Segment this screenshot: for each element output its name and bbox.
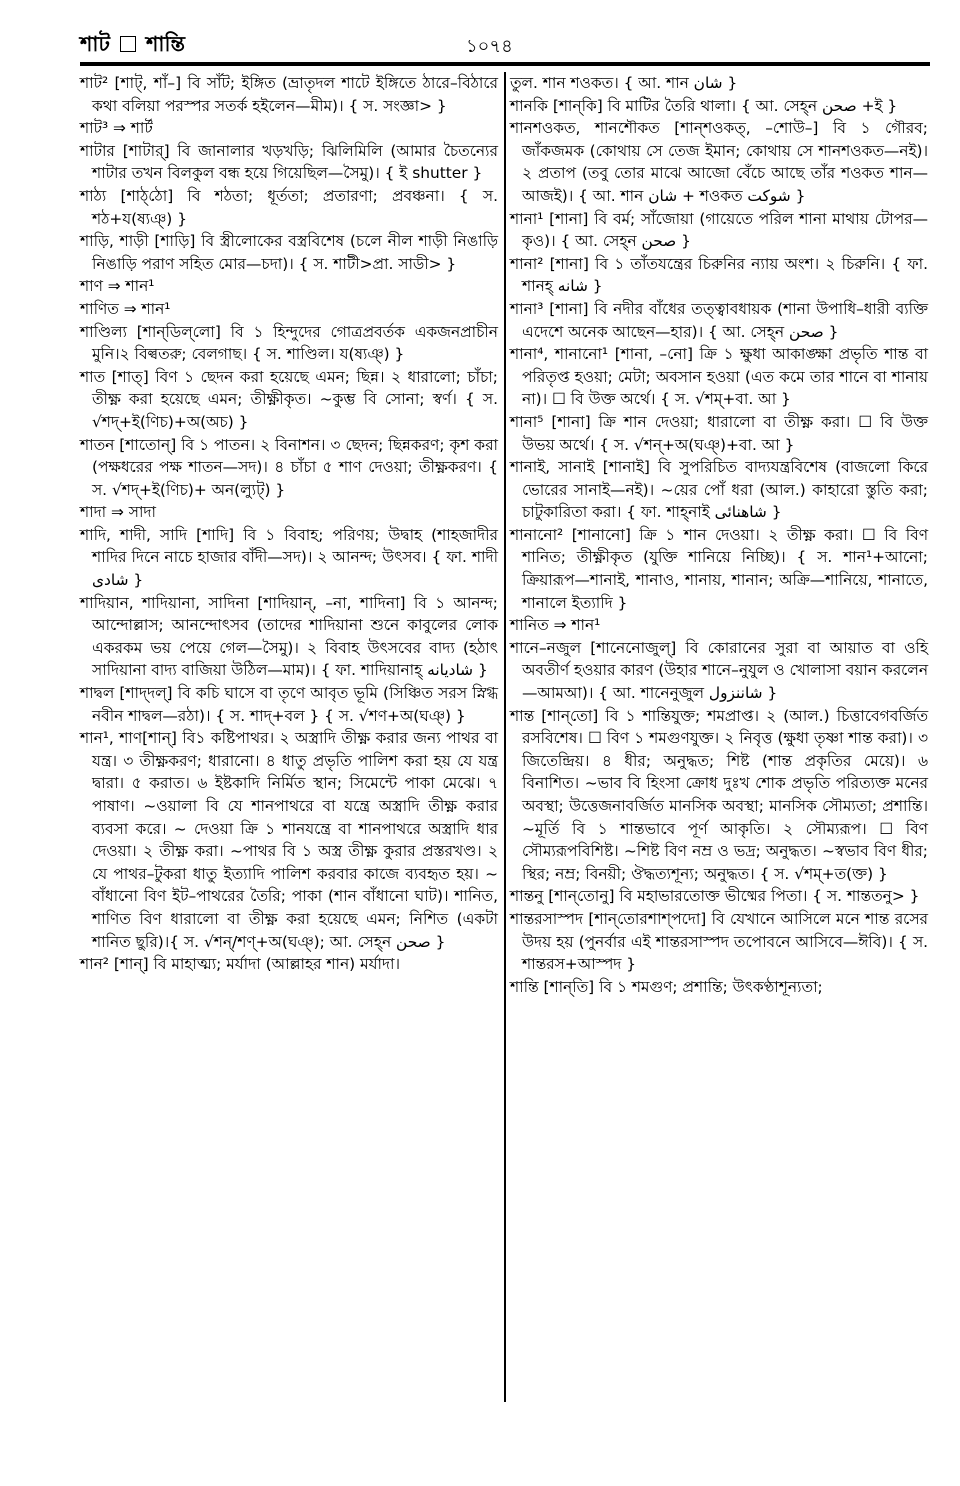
separator-box-icon [120,36,136,52]
entry: শান্ত [শান্‌তো] বি ১ শান্তিযুক্ত; শমপ্রাপ্ত। ২ (আল.) চিত্তাবেগবর্জিত রসবিশেষ। ☐ বিণ ১ শমগুণযুক্ত। ২ নিবৃত্ত (ক্ষুধা তৃষ্ণা শান্ত করা)। ৩ জিতেন্দ্রিয়। ৪ ধীর; অনুদ্ধত; শিষ্ট (শান্ত প্রকৃতির মেয়ে)। ৬ বিনাশিত। ~ভাব বি হিংসা ক্রোধ দুঃখ শোক প্রভৃতি পরিত্যক্ত মনের অবস্থা; উত্তেজনাবর্জিত মানসিক অবস্থা; মানসিক সৌম্যতা; প্রশান্তি। ~মূর্তি বি ১ শান্তভাবে পূর্ণ আকৃতি। ২ সৌম্যরূপ। ☐ বিণ সৌম্যরূপবিশিষ্ট। ~শিষ্ট বিণ নম্র ও ভদ্র; অনুদ্ধত। ~স্বভাব বিণ ধীর; স্থির; নম্র; বিনয়ী; ঔদ্ধত্যশূন্য; অনুদ্ধত। { স. √শম্+ত(ক্ত) } [510,706,928,883]
entry: শাদিয়ান, শাদিয়ানা, সাদিনা [শাদিয়ান্, –না, শাদিনা] বি ১ আনন্দ; আন্দোল্লাস; আনন্দোৎসব (তাদের শাদিয়ানা শুনে কাবুলের লোক একরকম ভয় পেয়ে গেল—সৈমু)। ২ বিবাহ উৎসবের বাদ্য (হঠাৎ সাদিয়ানা বাদ্য বাজিয়া উঠিল—মাম)। { ফা. শাদিয়ানাহ্ شادیانه } [80,593,498,680]
right-column [510,72,928,998]
entry: শাণিত ⇒ শান¹ [80,299,171,318]
entry: শানা¹ [শানা] বি বর্ম; সাঁজোয়া (গায়েতে পরিল শানা মাথায় টোপর—কৃও)। { আ. সেহ্‌ন صحن } [510,209,928,251]
entry: শাদ্বল [শাদ্‌দল্] বি কচি ঘাসে বা তৃণে আবৃত ভূমি (সিঞ্চিত সরস স্নিগ্ধ নবীন শাদ্বল—রঠা)। { স. শাদ্+বল } { স. √শণ+অ(ঘঞ্‌) } [80,684,498,725]
entry: শাণ্ডিল্য [শান্‌ডিল্‌লো] বি ১ হিন্দুদের গোত্রপ্রবর্তক একজনপ্রাচীন মুনি।২ বিল্বতরু; বেলগাছ। { স. শাণ্ডিল। য(ষ্যঞ্‌) } [80,322,498,364]
entry: শানাই, সানাই [শানাই] বি সুপরিচিত বাদ্যযন্ত্রবিশেষ (বাজলো কিরে ভোরের সানাই—নই)। ~য়ের পোঁ ধরা (আল.) কাহারো স্তুতি করা; চাটুকারিতা করা। { ফা. শাহ্‌নাই شاهنائی } [510,458,928,522]
page-header [80,28,920,58]
entry: শানানো² [শানানো] ক্রি ১ শান দেওয়া। ২ তীক্ষ্ণ করা। ☐ বি বিণ শানিত; তীক্ষ্ণীকৃত (যুক্তি শানিয়ে নিচ্ছি)। { স. শান¹+আনো; ক্রিয়ারূপ—শানাই, শানাও, শানায়, শানান; অক্রি—শানিয়ে, শানাতে, শানালে ইত্যাদি } [510,525,928,612]
entry: শাটার [শাটার্] বি জানালার খড়খড়ি; ঝিলিমিলি (আমার চৈতন্যের শাটার তখন বিলকুল বন্ধ হয়ে গিয়েছিল—সৈমু)। { ই shutter } [80,141,498,183]
column-divider [504,72,506,1402]
entry: শানকি [শান্‌কি] বি মাটির তৈরি থালা। { আ. সেহ্‌ন صحن +ই } [510,96,898,115]
entry: শানশওকত, শানশৌকত [শান্‌শওকত্, –শোউ–] বি ১ গৌরব; জাঁকজমক (কোথায় সে তেজ ইমান; কোথায় সে শানশওকত—নই)। ২ প্রতাপ (তবু তোর মাঝে আজো বেঁচে আছে তাঁর শওকত শান—আজই)। { আ. শান شان + শওকত شوکت } [510,119,928,205]
left-column [80,72,498,976]
guide-word-last: শান্তি [145,32,185,56]
entry: শানা² [শানা] বি ১ তাঁতযন্ত্রের চিরুনির ন্যায় অংশ। ২ চিরুনি। { ফা. শানহ্ شانه } [510,254,928,296]
entry: শাতন [শাতোন্] বি ১ পাতন। ২ বিনাশন। ৩ ছেদন; ছিন্নকরণ; কৃশ করা (পক্ষধরের পক্ষ শাতন—সদ)। ৪ চাঁচা ৫ শাণ দেওয়া; তীক্ষ্ণকরণ। { স. √শদ্+ই(ণিচ)+ অন(ল্যুট্) } [80,435,498,499]
entry: শাট³ ⇒ শার্ট [80,119,153,138]
entry: শাঠ্য [শাঠ্‌ঠো] বি শঠতা; ধূর্ততা; প্রতারণা; প্রবঞ্চনা। { স. শঠ+য(ষ্যঞ্‌) } [80,186,498,228]
entry: শাদা ⇒ সাদা [80,503,156,522]
guide-words [80,28,185,63]
entry: শাত [শাত্] বিণ ১ ছেদন করা হয়েছে এমন; ছিন্ন। ২ ধারালো; চাঁচা; তীক্ষ্ণ করা হয়েছে এমন; তীক্ষ্ণীকৃত। ~কুম্ভ বি সোনা; স্বর্ণ। { স. √শদ্+ই(ণিচ)+অ(অচ) } [80,367,498,431]
entry: শানা⁵ [শানা] ক্রি শান দেওয়া; ধারালো বা তীক্ষ্ণ করা। ☐ বি উক্ত উভয় অর্থে। { স. √শন্+অ(ঘঞ্‌)+বা. আ } [510,412,928,454]
entry: শান² [শান্] বি মাহাত্ম্য; মর্যাদা (আল্লাহর শান) মর্যাদা। [80,955,400,974]
entry: শাড়ি, শাড়ী [শাড়ি] বি স্ত্রীলোকের বস্ত্রবিশেষ (চলে নীল শাড়ী নিঙাড়ি নিঙাড়ি পরাণ সহিত মোর—চদা)। { স. শাটী>প্রা. সাডী> } [80,232,498,273]
page-number: ১০৭৪ [466,36,513,57]
entry: শাদি, শাদী, সাদি [শাদি] বি ১ বিবাহ; পরিণয়; উদ্বাহ (শাহজাদীর শাদির দিনে নাচে হাজার বাঁদী—সদ)। ২ আনন্দ; উৎসব। { ফা. শাদী شادی } [80,525,498,590]
entry: শান্তি [শান্‌তি] বি ১ শমগুণ; প্রশান্তি; উৎকণ্ঠাশূন্যতা; [510,977,823,996]
entry: শানিত ⇒ শান¹ [510,616,601,635]
entry: শান্তরসাস্পদ [শান্‌তোরশাশ্‌পদো] বি যেখানে আসিলে মনে শান্ত রসের উদয় হয় (পুনর্বার এই শান্তরসাস্পদ তপোবনে আসিবে—ঈবি)। { স. শান্তরস+আস্পদ } [510,909,928,974]
header-rule [80,62,930,66]
entry: তুল. শান শওকত। { আ. শান شان } [510,74,738,92]
entry: শান্তনু [শান্‌তোনু] বি মহাভারতোক্ত ভীষ্মের পিতা। { স. শান্ততনু> } [510,887,920,906]
entry: শাণ ⇒ শান¹ [80,277,155,296]
entry: শান¹, শাণ[শান্] বি১ কষ্টিপাথর। ২ অস্ত্রাদি তীক্ষ্ণ করার জন্য পাথর বা যন্ত্র। ৩ তীক্ষ্ণকরণ; ধারানো। ৪ ধাতু প্রভৃতি পালিশ করা হয় যে যন্ত্র দ্বারা। ৫ করাত। ৬ ইষ্টকাদি নির্মিত স্থান; সিমেন্টে পাকা মেঝে। ৭ পাষাণ। ~ওয়ালা বি যে শানপাথরে বা যন্ত্রে অস্ত্রাদি তীক্ষ্ণ করার ব্যবসা করে। ~ দেওয়া ক্রি ১ শানযন্ত্রে বা শানপাথরে অস্ত্রাদি ধার দেওয়া। ২ তীক্ষ্ণ করা। ~পাথর বি ১ অস্ত্র তীক্ষ্ণ কুরার প্রস্তরখণ্ড। ২ যে পাথর–টুকরা ধাতু ইত্যাদি পালিশ করবার কাজে ব্যবহৃত হয়। ~ বাঁধানো বিণ ইট–পাথরের তৈরি; পাকা (শান বাঁধানো ঘাট)। শানিত, শাণিত বিণ ধারালো বা তীক্ষ্ণ করা হয়েছে এমন; নিশিত (একটা শানিত ছুরি)।{ স. √শন্/শণ্+অ(ঘঞ্‌); আ. সেহ্‌ন صحن } [80,729,498,951]
entry: শানা³ [শানা] বি নদীর বাঁধের তত্ত্বাবধায়ক (শানা উপাধি–ধারী ব্যক্তি এদেশে অনেক আছেন—হার)। { আ. সেহ্‌ন صحن } [510,299,928,341]
guide-word-first: শাট [80,32,110,56]
entry: শাট² [শাট্, শাঁ–] বি সাঁট; ইঙ্গিত (ভ্রাতৃদল শাটে ইঙ্গিতে ঠারে–বিঠারে কথা বলিয়া পরস্পর সতর্ক হইলেন—মীম)। { স. সংজ্ঞা> } [80,74,498,115]
entry: শানা⁴, শানানো¹ [শানা, –নো] ক্রি ১ ক্ষুধা আকাঙ্ক্ষা প্রভৃতি শান্ত বা পরিতৃপ্ত হওয়া; মেটা; অবসান হওয়া (এত কমে তার শানে বা শানায় না)। ☐ বি উক্ত অর্থে। { স. √শম্+বা. আ } [510,345,928,409]
entry: শানে–নজুল [শানেনোজুল্] বি কোরানের সুরা বা আয়াত বা ওহি অবতীর্ণ হওয়ার কারণ (উহার শানে–নুযুল ও খোলাসা বয়ান করলেন—আমআ)। { আ. শানেনুজুল شاننزول } [510,638,928,703]
